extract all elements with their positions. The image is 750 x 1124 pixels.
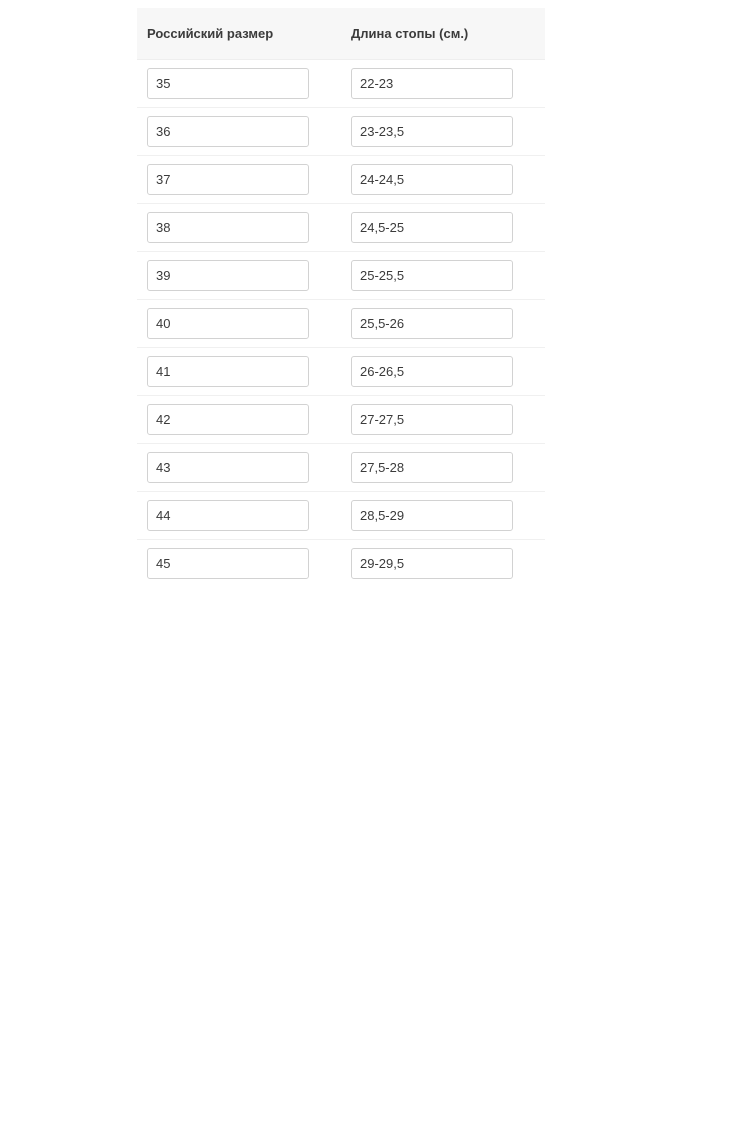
cell-ru-size bbox=[137, 348, 341, 396]
table-row bbox=[137, 204, 545, 252]
cell-foot-length bbox=[341, 540, 545, 588]
cell-foot-length bbox=[341, 444, 545, 492]
foot-length-value: 27,5-28 bbox=[351, 452, 513, 483]
cell-foot-length bbox=[341, 300, 545, 348]
table-row bbox=[137, 60, 545, 108]
foot-length-value: 24,5-25 bbox=[351, 212, 513, 243]
ru-size-value: 38 bbox=[147, 212, 309, 243]
cell-foot-length bbox=[341, 492, 545, 540]
foot-length-value: 25,5-26 bbox=[351, 308, 513, 339]
column-header-foot-length: Длина стопы (см.) bbox=[341, 8, 545, 60]
cell-ru-size bbox=[137, 492, 341, 540]
table-header bbox=[137, 8, 545, 60]
table-row bbox=[137, 108, 545, 156]
table-body bbox=[137, 60, 545, 588]
cell-ru-size bbox=[137, 252, 341, 300]
cell-foot-length bbox=[341, 60, 545, 108]
ru-size-value: 35 bbox=[147, 68, 309, 99]
cell-ru-size bbox=[137, 396, 341, 444]
cell-ru-size bbox=[137, 108, 341, 156]
column-header-ru-size: Российский размер bbox=[137, 8, 341, 60]
ru-size-value: 42 bbox=[147, 404, 309, 435]
table-row bbox=[137, 252, 545, 300]
foot-length-value: 23-23,5 bbox=[351, 116, 513, 147]
ru-size-value: 37 bbox=[147, 164, 309, 195]
cell-foot-length bbox=[341, 396, 545, 444]
table-row bbox=[137, 300, 545, 348]
foot-length-value: 29-29,5 bbox=[351, 548, 513, 579]
ru-size-value: 41 bbox=[147, 356, 309, 387]
ru-size-value: 36 bbox=[147, 116, 309, 147]
foot-length-value: 27-27,5 bbox=[351, 404, 513, 435]
foot-length-value: 26-26,5 bbox=[351, 356, 513, 387]
ru-size-value: 43 bbox=[147, 452, 309, 483]
foot-length-value: 22-23 bbox=[351, 68, 513, 99]
foot-length-value: 24-24,5 bbox=[351, 164, 513, 195]
table-row bbox=[137, 156, 545, 204]
ru-size-value: 44 bbox=[147, 500, 309, 531]
ru-size-value: 40 bbox=[147, 308, 309, 339]
cell-foot-length bbox=[341, 348, 545, 396]
size-chart-table bbox=[137, 8, 545, 587]
cell-ru-size bbox=[137, 204, 341, 252]
cell-foot-length bbox=[341, 204, 545, 252]
cell-ru-size bbox=[137, 156, 341, 204]
cell-foot-length bbox=[341, 252, 545, 300]
cell-foot-length bbox=[341, 108, 545, 156]
cell-ru-size bbox=[137, 60, 341, 108]
ru-size-value: 39 bbox=[147, 260, 309, 291]
table-row bbox=[137, 540, 545, 588]
cell-ru-size bbox=[137, 540, 341, 588]
table-row bbox=[137, 492, 545, 540]
table-header-row bbox=[137, 8, 545, 60]
foot-length-value: 25-25,5 bbox=[351, 260, 513, 291]
cell-foot-length bbox=[341, 156, 545, 204]
ru-size-value: 45 bbox=[147, 548, 309, 579]
table-row bbox=[137, 396, 545, 444]
cell-ru-size bbox=[137, 444, 341, 492]
cell-ru-size bbox=[137, 300, 341, 348]
table-row bbox=[137, 444, 545, 492]
table-row bbox=[137, 348, 545, 396]
foot-length-value: 28,5-29 bbox=[351, 500, 513, 531]
